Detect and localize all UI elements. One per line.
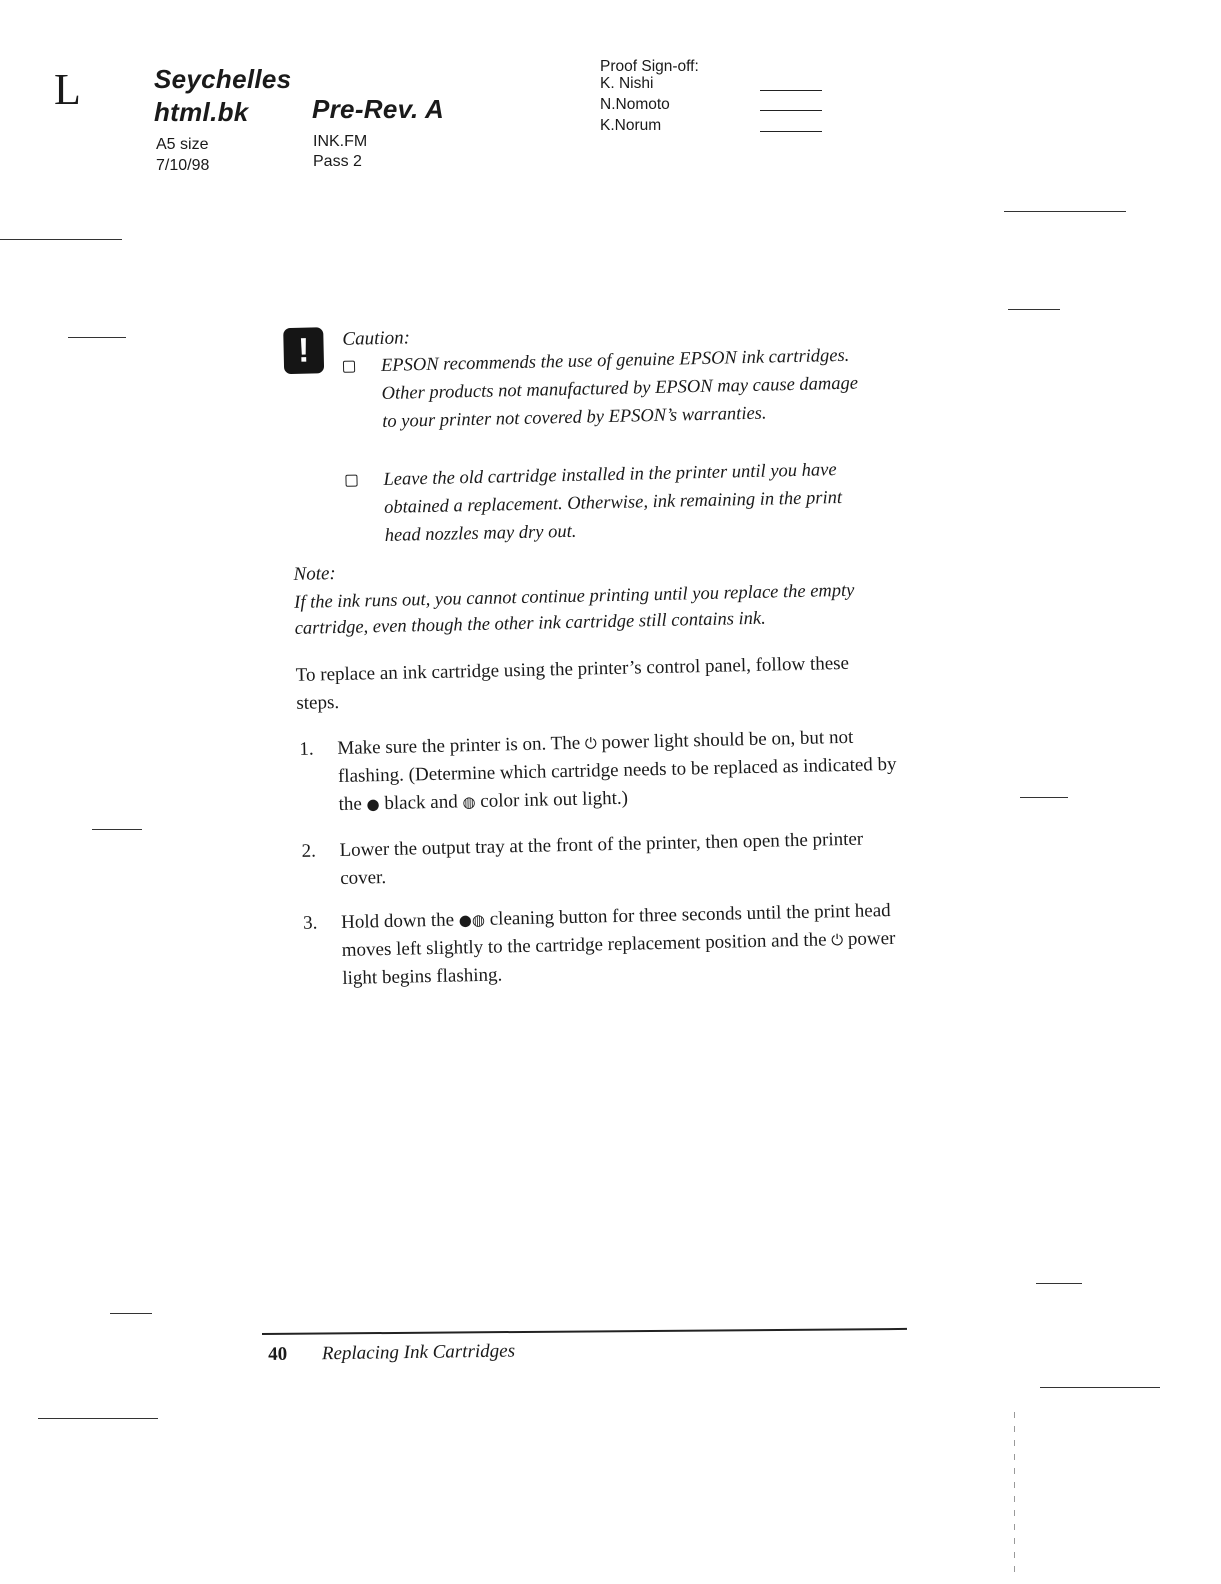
signoff-name: N.Nomoto xyxy=(600,96,670,113)
margin-mark xyxy=(38,1418,158,1419)
margin-mark xyxy=(0,239,122,240)
revision-label: Pre-Rev. A xyxy=(312,94,445,124)
step-number: 2. xyxy=(301,840,317,862)
margin-mark xyxy=(92,829,142,830)
corner-letter: L xyxy=(54,65,81,114)
date-label: 7/10/98 xyxy=(156,157,210,174)
step-text-part: power light should be on, but not flashing. (Determine which cartridge needs to be replaced as indicated by the xyxy=(337,726,897,816)
color-ink-icon: ◍ xyxy=(462,793,476,812)
size-label: A5 size xyxy=(156,136,209,153)
power-icon: ⏻ xyxy=(831,931,844,950)
step-text-part: cleaning button for three seconds until the print head moves left slightly to the cartridge replacement position and the xyxy=(341,899,891,961)
caution-item xyxy=(343,341,865,436)
power-icon: ⏻ xyxy=(584,734,598,753)
note-title: Note: xyxy=(293,563,336,585)
proof-signoff xyxy=(600,56,699,136)
signoff-name: K.Norum xyxy=(600,117,662,134)
section-title: Replacing Ink Cartridges xyxy=(321,1340,516,1365)
step-item xyxy=(299,825,900,894)
book-name: html.bk xyxy=(154,97,249,127)
page-footer xyxy=(268,1341,515,1366)
step-text-part: color ink out light.) xyxy=(480,787,629,812)
signoff-title: Proof Sign-off: xyxy=(600,58,699,75)
step-text xyxy=(337,723,899,819)
margin-dash xyxy=(1014,1412,1015,1572)
signoff-line xyxy=(760,110,822,111)
main-content xyxy=(288,307,897,989)
margin-mark xyxy=(68,337,126,338)
project-name: Seychelles xyxy=(154,64,292,94)
margin-mark xyxy=(1036,1283,1082,1284)
exclamation-icon: ! xyxy=(283,327,324,374)
cleaning-icon: ●◍ xyxy=(458,910,486,930)
page-number: 40 xyxy=(268,1343,288,1365)
checkbox-bullet-icon xyxy=(345,475,357,487)
step-number: 3. xyxy=(302,912,318,934)
caution-item xyxy=(345,455,867,550)
caution-item-text: EPSON recommends the use of genuine EPSON ink cartridges. Other products not manufactured by EPSON may cause damage to your printer not covered by EPSON’s warranties. xyxy=(380,345,859,432)
footer-rule xyxy=(262,1328,907,1335)
note-text: If the ink runs out, you cannot continue printing until you replace the empty cartridge, even though the other ink cartridge still contains ink. xyxy=(293,580,855,639)
pass-label: Pass 2 xyxy=(313,153,362,170)
caution-title: Caution: xyxy=(342,327,411,350)
signoff-line xyxy=(760,131,822,132)
black-ink-icon: ● xyxy=(366,795,380,814)
step-item xyxy=(297,723,899,820)
step-text: Lower the output tray at the front of the printer, then open the printer cover. xyxy=(339,828,864,889)
margin-mark xyxy=(110,1313,152,1314)
margin-mark xyxy=(1004,211,1126,212)
step-item xyxy=(301,897,903,994)
margin-mark xyxy=(1040,1387,1160,1388)
signoff-line xyxy=(760,90,822,91)
step-text-part: power light begins flashing. xyxy=(342,927,896,989)
step-number: 1. xyxy=(299,738,314,760)
margin-mark xyxy=(1020,797,1068,798)
file-label: INK.FM xyxy=(313,133,368,150)
step-text-part: Hold down the xyxy=(340,909,455,933)
margin-mark xyxy=(1008,309,1060,310)
step-text-part: Make sure the printer is on. The xyxy=(337,732,581,760)
caution-item-text: Leave the old cartridge installed in the printer until you have obtained a replacement. Otherwise, ink remaining in the print head nozzles may dry out. xyxy=(383,460,843,546)
checkbox-bullet-icon xyxy=(343,361,355,373)
signoff-name: K. Nishi xyxy=(600,75,654,92)
step-text xyxy=(341,897,903,993)
intro-paragraph: To replace an ink cartridge using the printer’s control panel, follow these steps. xyxy=(295,652,850,714)
step-text-part: black and xyxy=(384,791,458,815)
